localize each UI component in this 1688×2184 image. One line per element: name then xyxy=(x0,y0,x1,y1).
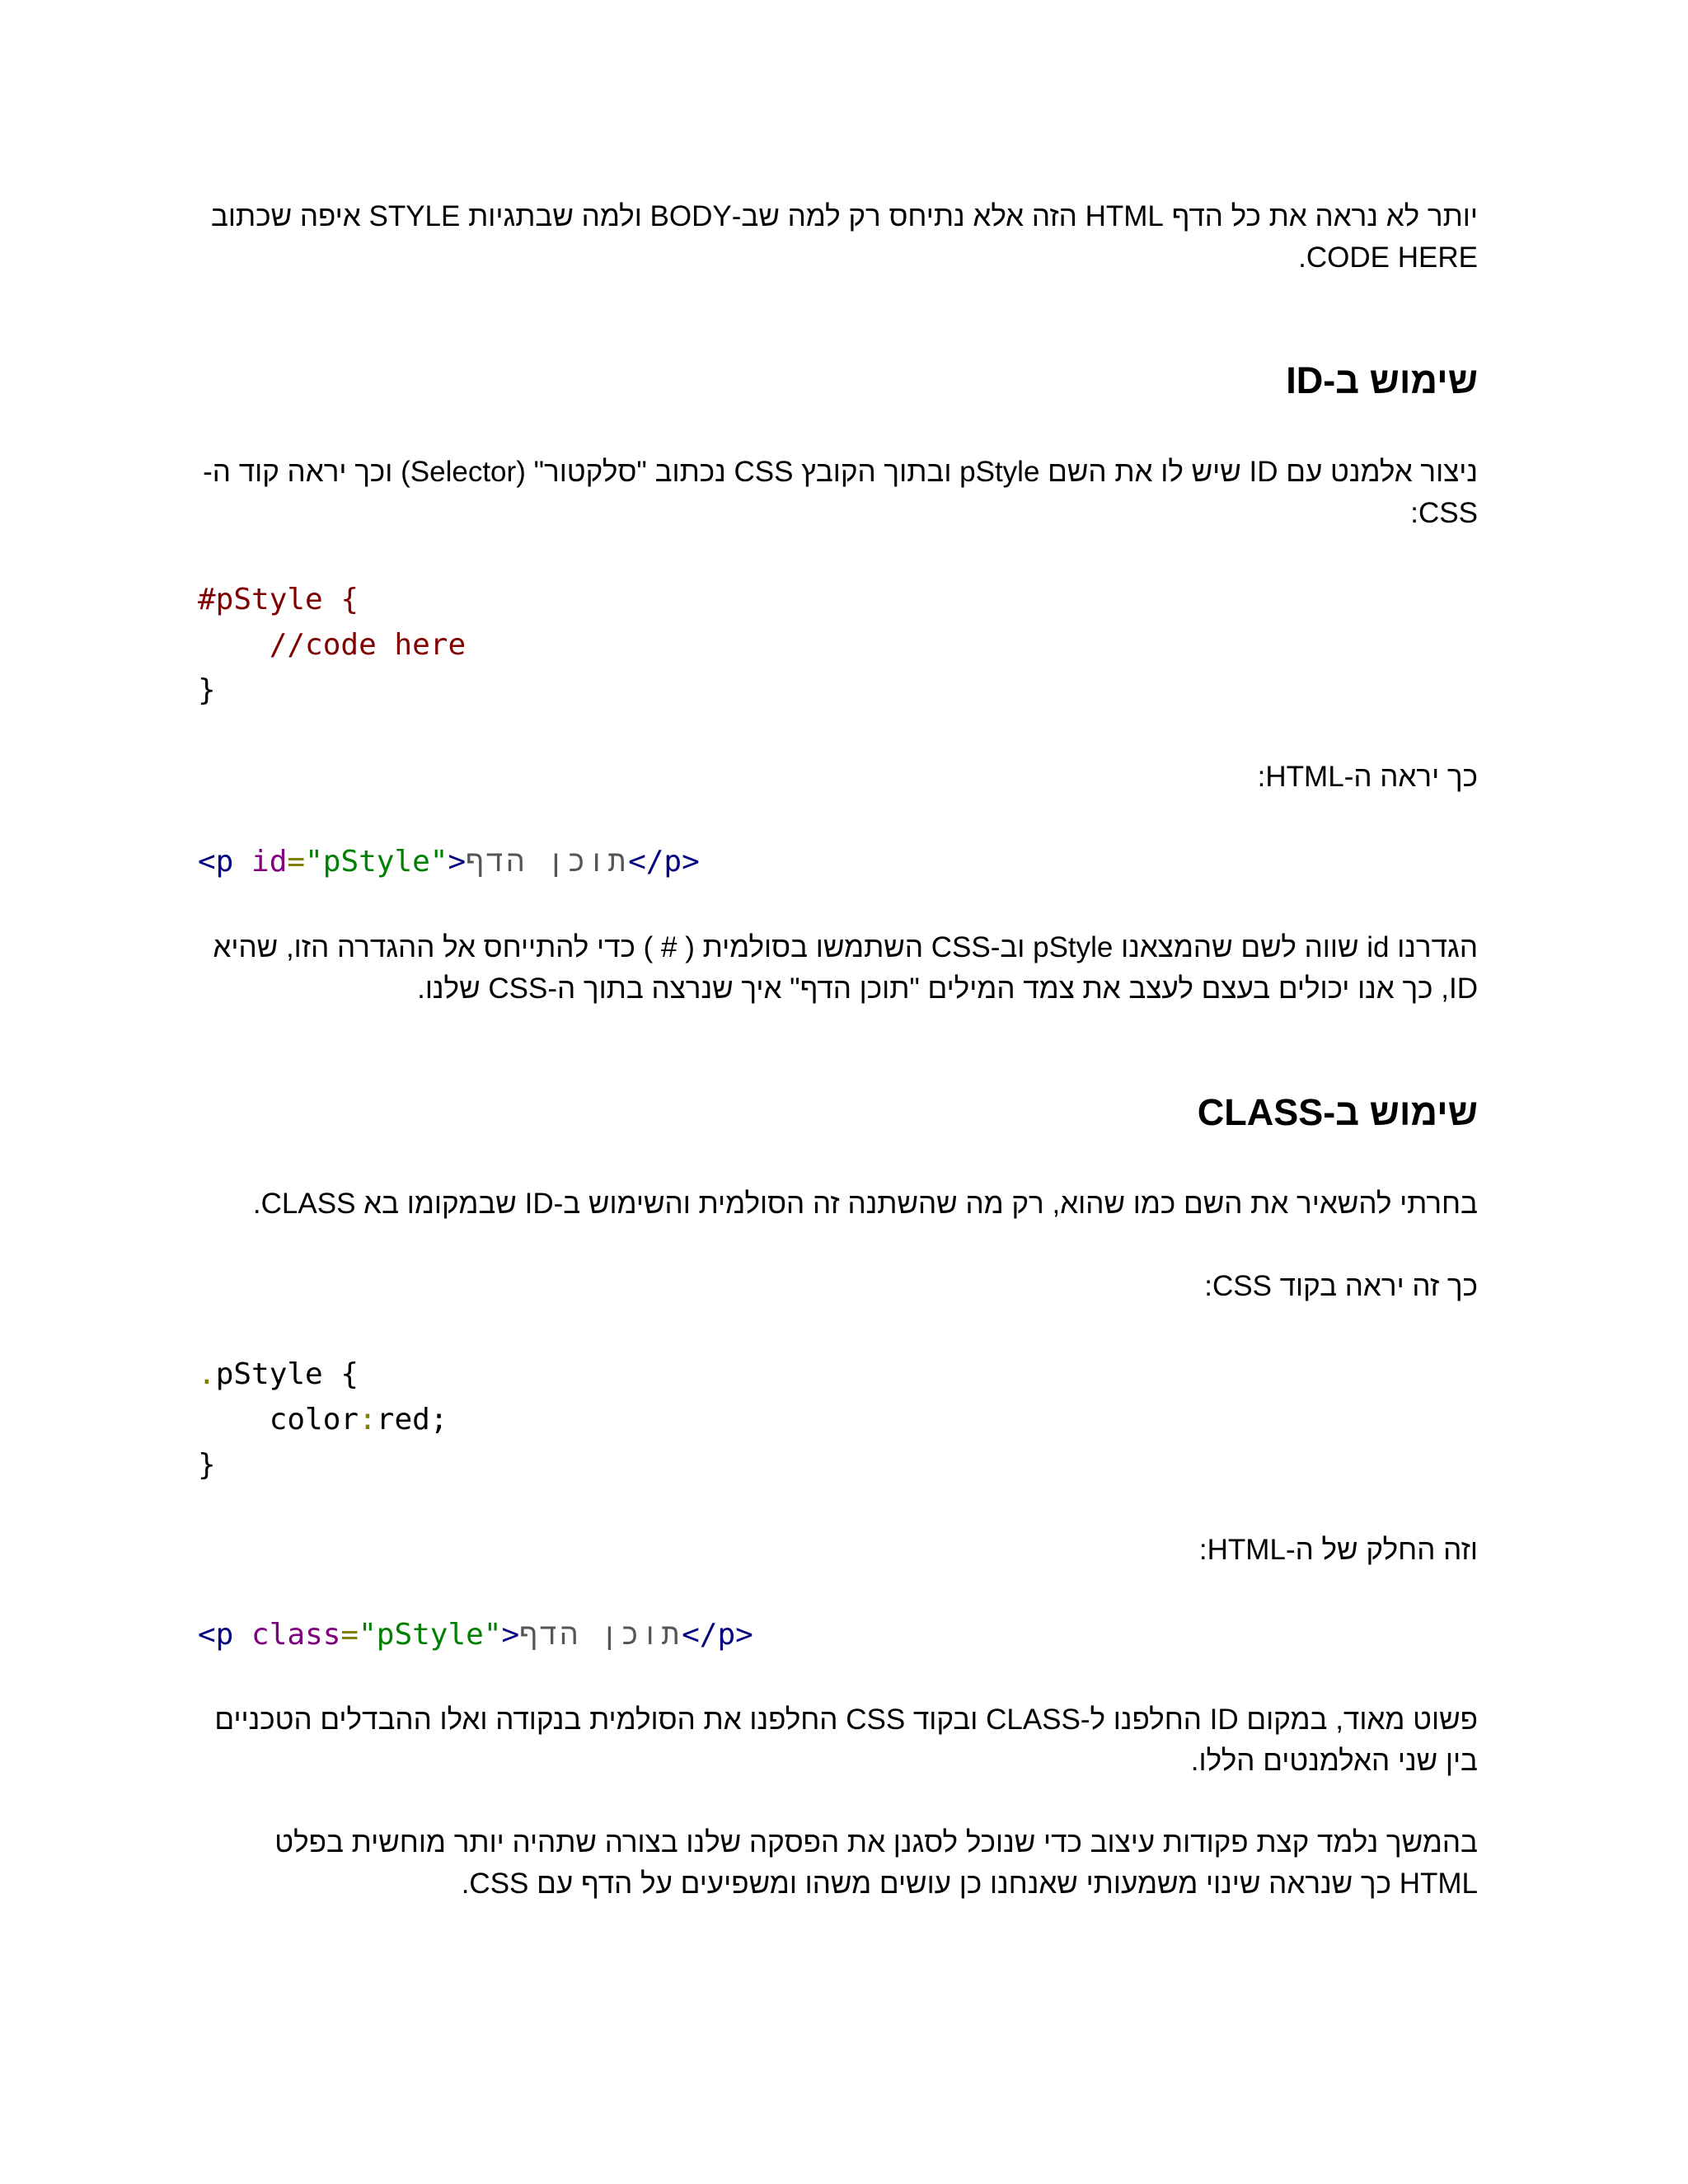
id-section-heading: שימוש ב-ID xyxy=(1286,359,1478,401)
code-line-close: } xyxy=(198,673,216,707)
id-explanation-paragraph: הגדרנו id שווה לשם שהמצאנו pStyle וב-CSS השתמשו בסולמית ( # ) כדי להתייחס אל ההגדרה הזו, שהיא ID, כך אנו יכולים בעצם לעצב את צמד המילים "תוכן הדף" איך שנרצה בתוך ה-CSS שלנו. xyxy=(213,931,1478,1005)
code-tag-close: </p> xyxy=(682,1618,753,1652)
class-section-paragraph: בחרתי להשאיר את השם כמו שהוא, רק מה שהשתנה זה הסולמית והשימוש ב-ID שבמקומו בא CLASS. xyxy=(252,1188,1478,1220)
code-tag-open-end: > xyxy=(501,1618,520,1652)
id-section-paragraph: ניצור אלמנט עם ID שיש לו את השם pStyle ובתוך הקובץ CSS נכתוב "סלקטור" (Selector) וכך יראה קוד ה-CSS: xyxy=(203,456,1478,529)
code-equals: = xyxy=(340,1618,359,1652)
code-equals: = xyxy=(287,845,306,879)
code-content: תוכן הדף xyxy=(519,1618,682,1652)
code-tag-open: <p xyxy=(198,845,234,879)
code-colon: : xyxy=(359,1403,377,1436)
code-line-comment: //code here xyxy=(269,628,467,662)
code-line-close: } xyxy=(198,1448,216,1482)
code-tag-open-end: > xyxy=(448,845,467,879)
class-html-intro: וזה החלק של ה-HTML: xyxy=(1198,1534,1478,1566)
code-attr-value: "pStyle" xyxy=(359,1618,502,1652)
class-section-heading: שימוש ב-CLASS xyxy=(1197,1091,1478,1133)
id-html-code-block xyxy=(198,839,700,884)
code-dot: . xyxy=(198,1357,216,1391)
code-attr-name: class xyxy=(251,1618,341,1652)
code-content: תוכן הדף xyxy=(466,845,629,879)
intro-paragraph: יותר לא נראה את כל הדף HTML הזה אלא נתיחס רק למה שב-BODY ולמה שבתגיות STYLE איפה שכתוב CODE HERE. xyxy=(210,200,1478,274)
class-html-code-block xyxy=(198,1612,753,1657)
code-tag-close: </p> xyxy=(628,845,700,879)
code-prop: color xyxy=(269,1403,359,1436)
code-selector: pStyle { xyxy=(215,1357,359,1391)
code-attr-value: "pStyle" xyxy=(305,845,448,879)
id-html-intro: כך יראה ה-HTML: xyxy=(1257,761,1478,793)
id-css-code-block xyxy=(198,577,466,713)
code-tag-open: <p xyxy=(198,1618,234,1652)
code-value: red; xyxy=(376,1403,448,1436)
code-line-selector: #pStyle { xyxy=(198,583,359,616)
closing-paragraph: בהמשך נלמד קצת פקודות עיצוב כדי שנוכל לסגנן את הפסקה שלנו בצורה שתהיה יותר מוחשית בפלט HTML כך שנראה שינוי משמעותי שאנחנו כן עושים משהו ומשפיעים על הדף עם CSS. xyxy=(274,1826,1478,1900)
class-css-code-block xyxy=(198,1352,448,1488)
code-attr-name: id xyxy=(251,845,288,879)
class-css-intro: כך זה יראה בקוד CSS: xyxy=(1204,1270,1478,1302)
class-summary-paragraph: פשוט מאוד, במקום ID החלפנו ל-CLASS ובקוד CSS החלפנו את הסולמית בנקודה ואלו ההבדלים הטכניים בין שני האלמנטים הללו. xyxy=(214,1704,1478,1777)
